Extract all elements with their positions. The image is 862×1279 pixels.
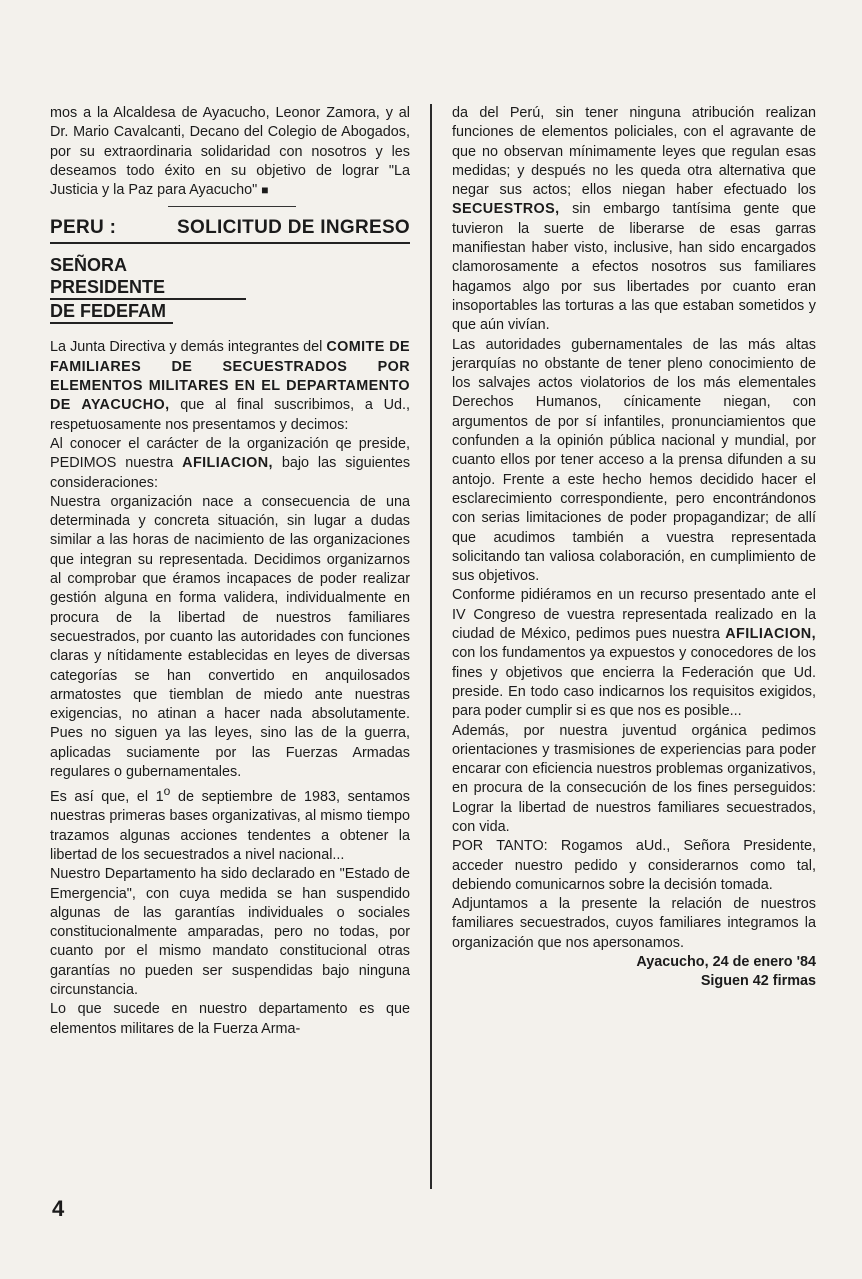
section-divider (168, 206, 296, 207)
intro-paragraph: mos a la Alcaldesa de Ayacucho, Leonor Zamora, y al Dr. Mario Cavalcanti, Decano del Colegio de Abogados, por su extraordinaria solidaridad con nosotros y les deseamos todo éxito en su objetivo de lograr "La Justicia y la Paz para Ayacucho" ■ (50, 105, 410, 199)
secuestros-word: SECUESTROS, (452, 201, 560, 218)
paragraph-military: Lo que sucede en nuestro departamento es que elementos militares de la Fuerza Arma- (50, 1001, 410, 1037)
committee-name: COMITE DE FAMILIARES DE SECUESTRADOS POR ELEMENTOS MILITARES EN EL DEPARTAMENTO DE AYACUCHO, (50, 339, 410, 414)
paragraph-attachment: Adjuntamos a la presente la relación de nuestros familiares secuestrados, cuyos familiares integramos la organización que nos apersonamos. (452, 896, 816, 951)
paragraph-congress: Conforme pidiéramos en un recurso presentado ante el IV Congreso de vuestra representada realizado en la ciudad de México, pedimos pues nuestra AFILIACION, con los fundamentos ya expuestos y conocedores de los fines y objetivos que encierra la Federación que Ud. preside. En todo caso indicarnos los requisitos exigidos, para poder cumplir si es que nos es posible... (452, 587, 816, 720)
signature-count: Siguen 42 firmas (700, 973, 816, 990)
page-number: 4 (52, 1196, 65, 1221)
signature-date: Ayacucho, 24 de enero '84 (636, 954, 816, 971)
end-mark: ■ (261, 183, 269, 198)
column-rule (430, 104, 432, 1189)
address-heading-line1: SEÑORA PRESIDENTE (50, 254, 246, 300)
left-column (50, 104, 410, 1039)
section-heading-title: SOLICITUD DE INGRESO (177, 217, 410, 239)
paragraph-request: Al conocer el carácter de la organización qe preside, PEDIMOS nuestra AFILIACION, bajo las siguientes consideraciones: (50, 435, 411, 491)
affiliation-word: AFILIACION, (182, 455, 273, 472)
address-heading-line2: DE FEDEFAM (50, 300, 173, 324)
paragraph-authorities: Las autoridades gubernamentales de las más altas jerarquías no obstante de tener pleno conocimiento de los salvajes actos violatorios de los más elementales Derechos Humanos, cínicamente niegan, con argumentos de por sí infantiles, pronunciamientos que confunden a la opinión pública nacional y mundial, por cuanto ellos por tener acceso a la prensa difunden a su antojo. Frente a este hecho hemos decidido hacer el esclarecimiento correspondiente, pero encontrándonos con serias limitaciones de poder propagandizar; de allí que acudimos también a vuestra representada solicitando tan valiosa colaboración, en cumplimiento de sus objetivos. (452, 336, 816, 585)
paragraph-presentation: La Junta Directiva y demás integrantes del COMITE DE FAMILIARES DE SECUESTRADOS POR ELEMENTOS MILITARES EN EL DEPARTAMENTO DE AYACUCHO, que al final suscribimos, a Ud., respetuosamente nos presentamos y decimos: (50, 339, 411, 433)
right-column (452, 104, 816, 992)
section-heading (50, 216, 410, 244)
paragraph-kidnappings: da del Perú, sin tener ninguna atribución realizan funciones de elementos policiales, con el agravante de que no observan mínimamente leyes que regulan esas medidas; y después no les queda otra alternativa que negar sus actos; ellos niegan haber efectuado los SECUESTROS, sin embargo tantísima gente que tuvieron la suerte de liberarse de esas garras manifiestan haber visto, inclusive, han sido encargados clamorosamente a efectos nosotros sus familiares hagamos algo por sus libertades por cuanto eran insoportables las torturas a las que estaban sometidos y que aún vivían. (452, 105, 817, 334)
address-heading (50, 254, 410, 324)
paragraph-founding: Es así que, el 1$^o$ de septiembre de 1983, sentamos nuestras primeras bases organizativas, al mismo tiempo trazamos algunas acciones tendentes a obtener la libertad de los secuestrados a nivel nacional... (50, 784, 411, 863)
section-heading-country: PERU : (50, 217, 117, 239)
affiliation-word-2: AFILIACION, (725, 626, 816, 643)
paragraph-emergency: Nuestro Departamento ha sido declarado en "Estado de Emergencia", con cuya medida se han suspendido algunas de las garantías individuales o sociales constitucionalmente amparadas, pero no todas, por cuanto por el mismo mandato constitucional otras garantías no pueden ser suspendidas bajo ninguna circunstancia. (50, 866, 410, 999)
paragraph-orientation: Además, por nuestra juventud orgánica pedimos orientaciones y trasmisiones de experiencias para poder encarar con eficiencia nuestros problemas organizativos, en procura de la consecución de los fines perseguidos: Lograr la libertad de nuestros familiares secuestrados, con vida. (452, 722, 816, 835)
paragraph-por-tanto: POR TANTO: Rogamos aUd., Señora Presidente, acceder nuestro pedido y considerarnos como tal, debiendo comunicarnos sobre la decisión tomada. (452, 838, 816, 893)
paragraph-origin: Nuestra organización nace a consecuencia de una determinada y concreta situación, sin lugar a dudas similar a las horas de nacimiento de las organizaciones que integran su representada. Decidimos organizarnos al comprobar que éramos incapaces de poder realizar gestión alguna en forma validera, individualmente en procura de la libertad de nuestros familiares secuestrados, por cuanto las autoridades con funciones claras y nítidamente establecidas en leyes de diversas categorías se han convertido en anquilosados armatostes que tiemblan de miedo ante nuestras exigencias, no atinan a hacer nada absolutamente. Pues no siguen ya las leyes, sino las de la guerra, aplicadas suciamente por las Fuerzas Armadas regulares o gubernamentales. (50, 493, 410, 781)
